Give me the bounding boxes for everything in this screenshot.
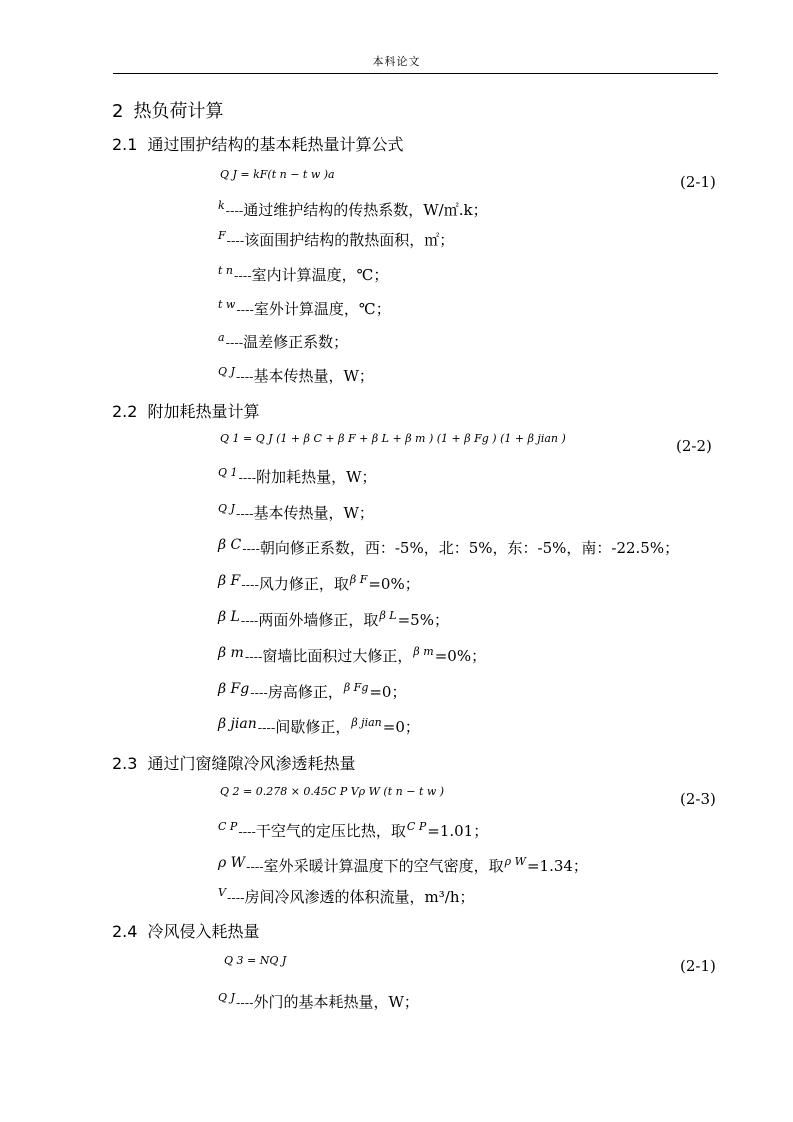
definition-item xyxy=(218,991,419,1012)
symbol: β F xyxy=(218,573,241,589)
definition-value: =5%； xyxy=(397,611,449,629)
dash: ---- xyxy=(226,234,245,249)
definition-text: 附加耗热量，W； xyxy=(256,468,377,486)
dash: ---- xyxy=(236,303,254,318)
symbol: t n xyxy=(218,264,234,277)
definition-text: 基本传热量，W； xyxy=(253,367,374,385)
subsection-number: 2.1 xyxy=(112,135,138,154)
dash: ---- xyxy=(242,542,260,557)
definition-text: 基本传热量，W； xyxy=(253,504,374,522)
definition-item xyxy=(218,645,486,666)
definition-text: 该面围护结构的散热面积，㎡； xyxy=(244,231,455,249)
definition-text: 通过维护结构的传热系数，W/㎡.k； xyxy=(243,201,488,219)
definition-item xyxy=(218,820,488,841)
subsection-title: 附加耗热量计算 xyxy=(147,402,260,421)
symbol: ρ W xyxy=(218,855,246,871)
subsection-number: 2.2 xyxy=(112,402,138,421)
symbol: β jian xyxy=(218,716,257,732)
equation-number-2-1: (2-1) xyxy=(680,173,716,191)
definition-item xyxy=(218,264,388,285)
dash: ---- xyxy=(234,269,252,284)
symbol: t w xyxy=(218,298,236,311)
definition-item xyxy=(218,716,420,737)
symbol: k xyxy=(218,199,225,212)
symbol: V xyxy=(218,886,226,899)
dash: ---- xyxy=(225,336,244,351)
definition-item xyxy=(218,229,454,250)
definition-item xyxy=(218,331,348,352)
dash: ---- xyxy=(225,204,244,219)
definition-item xyxy=(218,537,679,558)
equation-number-2-4: (2-1) xyxy=(680,957,716,975)
definition-text: 温差修正系数； xyxy=(243,333,349,351)
definition-value: =0； xyxy=(369,683,407,701)
definition-value: =0%； xyxy=(368,575,420,593)
symbol: β m xyxy=(218,645,244,661)
subsection-number: 2.4 xyxy=(112,922,138,941)
dash: ---- xyxy=(235,507,254,522)
definition-value: =1.34； xyxy=(526,857,588,875)
symbol: β Fg xyxy=(218,681,250,697)
dash: ---- xyxy=(238,825,256,840)
symbol: Q J xyxy=(218,991,235,1004)
dash: ---- xyxy=(250,686,268,701)
formula-2-2: Q 1 = Q J (1 + β C + β F + β L + β m ) (1 + β Fg ) (1 + β jian ) xyxy=(220,432,566,445)
definition-item xyxy=(218,855,588,876)
inline-symbol: β F xyxy=(349,573,368,586)
definition-text: 两面外墙修正，取 xyxy=(258,611,379,629)
formula-2-1: Q J = kF(t n − t w )a xyxy=(220,168,335,181)
subsection-title: 通过围护结构的基本耗热量计算公式 xyxy=(147,135,404,154)
definition-item xyxy=(218,573,420,594)
symbol: β L xyxy=(218,609,240,625)
dash: ---- xyxy=(235,370,254,385)
subsection-heading-2-1 xyxy=(112,132,403,155)
formula-2-3: Q 2 = 0.278 × 0.45C P Vρ W (t n − t w ) xyxy=(220,785,445,798)
dash: ---- xyxy=(226,891,245,906)
inline-symbol: β L xyxy=(379,609,397,622)
header-divider xyxy=(113,73,718,74)
inline-symbol: β Fg xyxy=(343,681,369,694)
dash: ---- xyxy=(240,614,259,629)
symbol: Q J xyxy=(218,502,235,515)
definition-text: 室外计算温度，℃； xyxy=(253,300,391,318)
inline-symbol: C P xyxy=(406,820,427,833)
inline-symbol: β m xyxy=(413,645,434,658)
definition-value: =1.01； xyxy=(427,822,489,840)
inline-symbol: ρ W xyxy=(504,855,526,868)
definition-text: 干空气的定压比热，取 xyxy=(255,822,406,840)
definition-text: 房高修正， xyxy=(267,683,343,701)
definition-item xyxy=(218,609,449,630)
definition-text: 房间冷风渗透的体积流量，m³/h； xyxy=(244,888,475,906)
inline-symbol: β jian xyxy=(351,716,382,729)
subsection-number: 2.3 xyxy=(112,754,138,773)
subsection-title: 冷风侵入耗热量 xyxy=(147,922,260,941)
equation-number-2-2: (2-2) xyxy=(676,437,712,455)
definition-text: 朝向修正系数，西：-5%，北：5%，东：-5%，南：-22.5%； xyxy=(259,539,680,557)
definition-text: 室外采暖计算温度下的空气密度，取 xyxy=(263,857,504,875)
subsection-heading-2-4 xyxy=(112,919,259,942)
equation-number-2-3: (2-3) xyxy=(680,790,716,808)
symbol: Q 1 xyxy=(218,466,238,479)
definition-text: 窗墙比面积过大修正， xyxy=(262,647,413,665)
symbol: C P xyxy=(218,820,238,833)
dash: ---- xyxy=(246,860,264,875)
definition-item xyxy=(218,466,377,487)
dash: ---- xyxy=(244,650,263,665)
dash: ---- xyxy=(238,471,257,486)
definition-item xyxy=(218,681,406,702)
definition-item xyxy=(218,886,474,907)
page-header-title: 本科论文 xyxy=(372,55,421,68)
definition-text: 外门的基本耗热量，W； xyxy=(253,993,419,1011)
section-title: 热负荷计算 xyxy=(133,101,224,122)
definition-item xyxy=(218,298,391,319)
definition-item xyxy=(218,365,374,386)
symbol: β C xyxy=(218,537,242,553)
definition-item xyxy=(218,199,488,220)
definition-value: =0； xyxy=(382,718,420,736)
dash: ---- xyxy=(241,578,259,593)
symbol: Q J xyxy=(218,365,235,378)
formula-2-4: Q 3 = NQ J xyxy=(224,954,287,967)
symbol: F xyxy=(218,229,226,242)
dash: ---- xyxy=(257,721,276,736)
subsection-title: 通过门窗缝隙冷风渗透耗热量 xyxy=(147,754,356,773)
section-heading xyxy=(112,97,223,123)
definition-text: 风力修正，取 xyxy=(258,575,349,593)
section-number: 2 xyxy=(112,101,124,122)
dash: ---- xyxy=(235,996,254,1011)
definition-text: 室内计算温度，℃； xyxy=(251,266,389,284)
symbol: a xyxy=(218,331,225,344)
subsection-heading-2-2 xyxy=(112,399,259,422)
definition-value: =0%； xyxy=(434,647,487,665)
definition-item xyxy=(218,502,374,523)
definition-text: 间歇修正， xyxy=(275,718,351,736)
subsection-heading-2-3 xyxy=(112,751,355,774)
